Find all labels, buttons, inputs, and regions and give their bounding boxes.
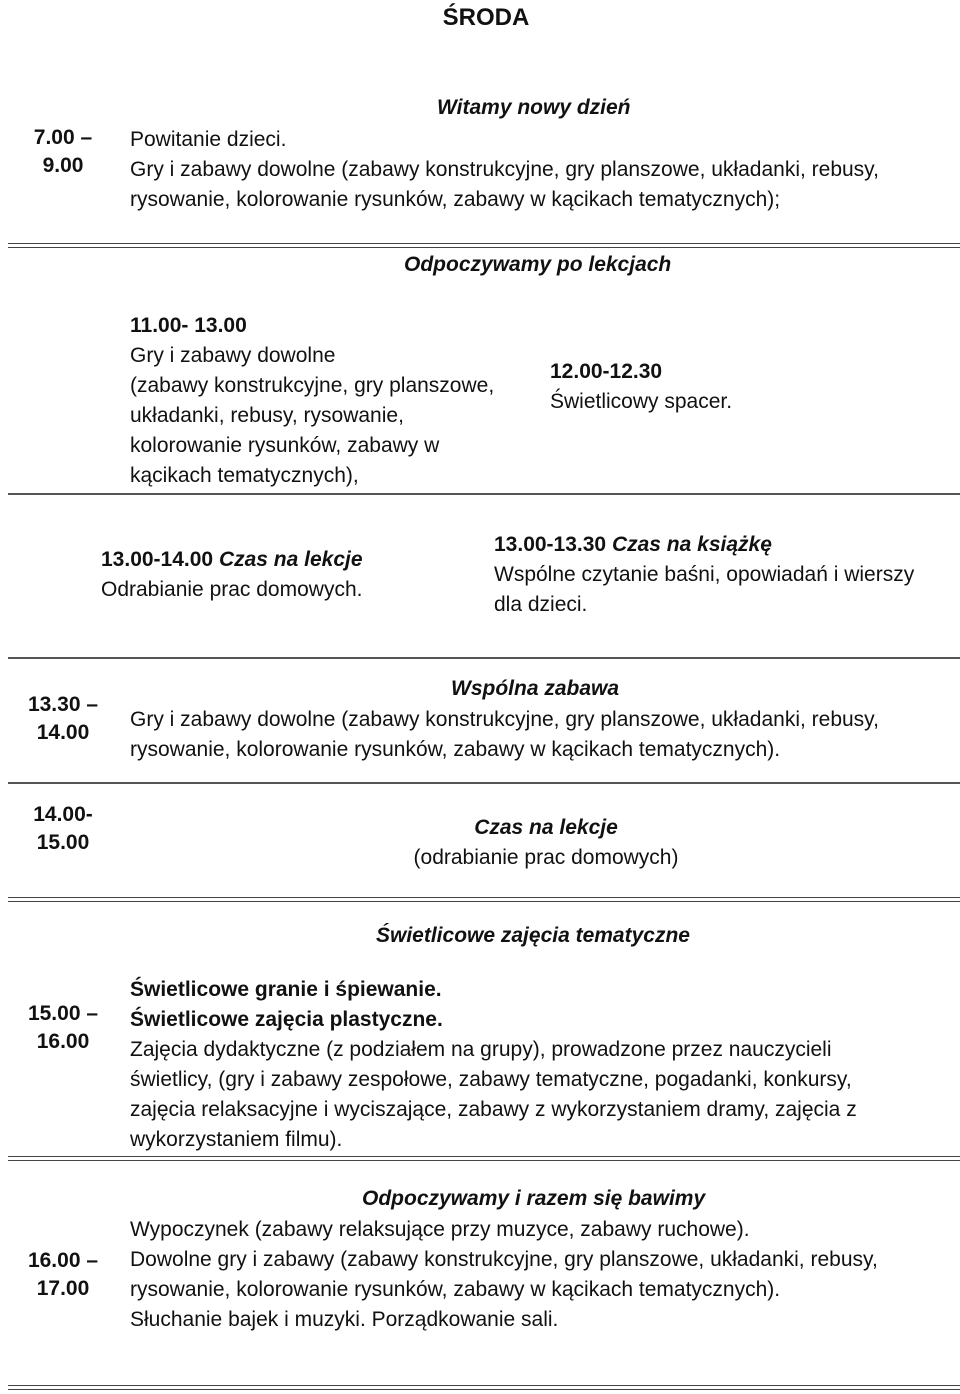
block7-time-end: 17.00 [36, 1277, 90, 1300]
block7-line: Wypoczynek (zabawy relaksujące przy muzyce, zabawy ruchowe). [130, 1218, 750, 1241]
block2-left-line: układanki, rebusy, rysowanie, [130, 404, 404, 427]
block4-text [130, 705, 879, 765]
block6-line: zajęcia relaksacyjne i wyciszające, zabawy z wykorzystaniem dramy, zajęcia z [130, 1098, 857, 1121]
block1-time-end: 9.00 [42, 154, 84, 177]
block7-line: rysowanie, kolorowanie rysunków, zabawy w kącikach tematycznych). [130, 1278, 781, 1301]
block1-time-start: 7.00 – [33, 126, 93, 149]
divider [8, 243, 960, 248]
page-title: ŚRODA [442, 4, 530, 31]
block1-text [130, 125, 879, 215]
block7-time-start: 16.00 – [27, 1249, 99, 1272]
block2-right [550, 357, 732, 417]
block2-left-line: kolorowanie rysunków, zabawy w [130, 434, 440, 457]
block6-time [8, 1000, 118, 1056]
block4-time-start: 13.30 – [27, 693, 99, 716]
block3-right-line: Wspólne czytanie baśni, opowiadań i wierszy [494, 563, 915, 586]
block7-heading: Odpoczywamy i razem się bawimy [362, 1187, 706, 1210]
block3-left-title: Czas na lekcje [218, 548, 363, 571]
block7-time [8, 1247, 118, 1303]
block7-text [130, 1215, 878, 1335]
block1-line: rysowanie, kolorowanie rysunków, zabawy w kącikach tematycznych); [130, 188, 781, 211]
block2-right-time: 12.00-12.30 [550, 360, 663, 383]
block6-time-start: 15.00 – [27, 1002, 99, 1025]
block5-line: (odrabianie prac domowych) [413, 846, 679, 869]
block3-right-title: Czas na książkę [611, 533, 772, 556]
block7-line: Dowolne gry i zabawy (zabawy konstrukcyjne, gry planszowe, układanki, rebusy, [130, 1248, 878, 1271]
block4-time-end: 14.00 [36, 721, 90, 744]
block2-left [130, 311, 494, 491]
block5-time-start: 14.00- [33, 803, 93, 826]
block3-right-time: 13.00-13.30 [494, 533, 607, 556]
block7-line: Słuchanie bajek i muzyki. Porządkowanie sali. [130, 1308, 559, 1331]
block2-left-time: 11.00- 13.00 [130, 314, 247, 337]
block1-line: Gry i zabawy dowolne (zabawy konstrukcyjne, gry planszowe, układanki, rebusy, [130, 158, 879, 181]
block6-bold-line: Świetlicowe zajęcia plastyczne. [130, 1008, 443, 1031]
block5-time-end: 15.00 [36, 831, 90, 854]
block1-time [8, 124, 118, 180]
block6-bold-line: Świetlicowe granie i śpiewanie. [130, 978, 442, 1001]
block6-line: świetlicy, (gry i zabawy zespołowe, zabawy tematyczne, pogadanki, konkursy, [130, 1068, 852, 1091]
block6-line: wykorzystaniem filmu). [130, 1128, 343, 1151]
block5-heading: Czas na lekcje [474, 816, 618, 839]
block2-heading: Odpoczywamy po lekcjach [404, 253, 672, 276]
block3-right [494, 530, 914, 620]
block3-left-time: 13.00-14.00 [101, 548, 214, 571]
block1-line: Powitanie dzieci. [130, 128, 287, 151]
block1-heading: Witamy nowy dzień [437, 96, 631, 119]
block2-left-line: (zabawy konstrukcyjne, gry planszowe, [130, 374, 495, 397]
block6-heading: Świetlicowe zajęcia tematyczne [376, 924, 690, 947]
divider [8, 1385, 960, 1390]
block6-time-end: 16.00 [36, 1030, 90, 1053]
block4-line: Gry i zabawy dowolne (zabawy konstrukcyjne, gry planszowe, układanki, rebusy, [130, 708, 879, 731]
block6-line: Zajęcia dydaktyczne (z podziałem na grupy), prowadzone przez nauczycieli [130, 1038, 832, 1061]
divider [8, 1156, 960, 1161]
block5-text [130, 813, 960, 873]
block6-text [130, 975, 857, 1155]
block4-line: rysowanie, kolorowanie rysunków, zabawy w kącikach tematycznych). [130, 738, 781, 761]
block2-left-line: Gry i zabawy dowolne [130, 344, 336, 367]
block2-right-line: Świetlicowy spacer. [550, 390, 733, 413]
divider [8, 782, 960, 784]
block4-heading: Wspólna zabawa [451, 677, 620, 700]
block3-left [101, 545, 363, 605]
divider [8, 493, 960, 495]
block4-time [8, 691, 118, 747]
divider [8, 657, 960, 659]
block5-time [8, 801, 118, 857]
block3-left-line: Odrabianie prac domowych. [101, 578, 363, 601]
block3-right-line: dla dzieci. [494, 593, 588, 616]
divider [8, 897, 960, 902]
block2-left-line: kącikach tematycznych), [130, 464, 359, 487]
